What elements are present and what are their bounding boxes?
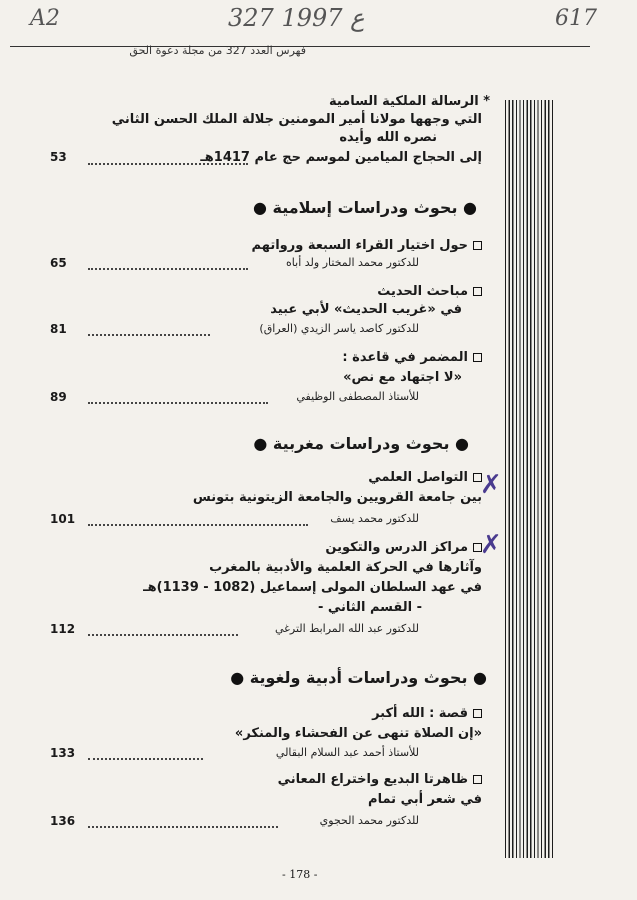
toc-entry-author: للدكتور كاصد ياسر الزيدي (العراق): [259, 322, 419, 335]
header-title: فهرس العدد 327 من مجلة دعوة الحق: [129, 44, 306, 57]
page-number: 133: [50, 746, 76, 760]
checkbox-icon: [473, 473, 482, 482]
toc-entry-author: للأستاذ أحمد عبد السلام البقالي: [275, 746, 419, 759]
section-heading-literary: ● بحوث ودراسات أدبية ولغوية ●: [230, 668, 487, 687]
checkbox-icon: [473, 709, 482, 718]
intro-line-4: إلى الحجاج الميامين لموسم حج عام 1417هـ: [200, 150, 482, 165]
leader-dots: [88, 163, 248, 165]
toc-entry-subtitle: «لا اجتهاد مع نص»: [343, 370, 462, 385]
toc-entry-subtitle: «إن الصلاة تنهى عن الفحشاء والمنكر»: [234, 726, 482, 741]
leader-dots: [88, 634, 238, 636]
checkbox-icon: [473, 775, 482, 784]
toc-entry-author: للدكتور عبد الله المرابط الترغي: [274, 622, 419, 635]
page-number: 89: [50, 390, 67, 404]
checkbox-icon: [473, 353, 482, 362]
page-number: 65: [50, 256, 67, 270]
handwritten-note-right: 617: [555, 6, 597, 31]
intro-marker: *: [483, 94, 490, 109]
decorative-stripes: [505, 100, 555, 858]
leader-dots: [88, 758, 203, 760]
toc-entry-subtitle: في شعر أبي تمام: [368, 792, 482, 807]
intro-line-2: التي وجهها مولانا أمير المومنين جلالة الملك الحسن الثاني: [111, 112, 482, 127]
handwritten-note-middle: 327 ع 1997: [228, 4, 365, 32]
page-number: 112: [50, 622, 76, 636]
intro-block: [329, 94, 490, 109]
handwritten-note-left: A2: [30, 6, 60, 31]
toc-entry-author: للأستاذ المصطفى الوظيفي: [296, 390, 419, 403]
page-number-intro: 53: [50, 150, 67, 164]
handwritten-x-mark: ✗: [480, 530, 502, 560]
toc-entry-title: التواصل العلمي: [368, 470, 482, 485]
leader-dots: [88, 826, 278, 828]
toc-entry-author: للدكتور محمد الحجوي: [319, 814, 419, 827]
page-number: 81: [50, 322, 67, 336]
toc-entry-title: مراكز الدرس والتكوين: [325, 540, 482, 555]
leader-dots: [88, 524, 308, 526]
toc-entry-part: - القسم الثاني -: [317, 600, 422, 615]
leader-dots: [88, 334, 210, 336]
toc-entry-author: للدكتور محمد المختار ولد أباه: [286, 256, 419, 269]
toc-entry-subtitle: في «غريب الحديث» لأبي عبيد: [270, 302, 462, 317]
leader-dots: [88, 268, 248, 270]
section-heading-moroccan: ● بحوث ودراسات مغربية ●: [253, 434, 469, 453]
intro-line-3: نصره الله وأيده: [339, 130, 437, 145]
checkbox-icon: [473, 543, 482, 552]
toc-entry-title: مباحث الحديث: [377, 284, 482, 299]
leader-dots: [88, 402, 268, 404]
toc-entry-subtitle: بين جامعة القرويين والجامعة الزيتونية بتونس: [192, 490, 482, 505]
toc-entry-subtitle: في عهد السلطان المولى إسماعيل (1082 - 1139)هـ: [143, 580, 482, 595]
toc-entry-title: حول اختيار القراء السبعة ورواتهم: [252, 238, 482, 253]
toc-entry-subtitle: وآثارها في الحركة العلمية والأدبية بالمغرب: [209, 560, 482, 575]
page-number: 101: [50, 512, 76, 526]
page-number: 136: [50, 814, 76, 828]
toc-entry-author: للدكتور محمد يسف: [330, 512, 419, 525]
toc-entry-title: ظاهرتا البديع واختراع المعاني: [278, 772, 482, 787]
checkbox-icon: [473, 287, 482, 296]
toc-entry-title: قصة : الله أكبر: [372, 706, 482, 721]
section-heading-islamic: ● بحوث ودراسات إسلامية ●: [252, 198, 477, 217]
intro-line-1: * الرسالة الملكية السامية: [328, 94, 490, 109]
page-footer-number: - 178 -: [282, 868, 318, 881]
toc-entry-title: المضمر في قاعدة :: [342, 350, 482, 365]
checkbox-icon: [473, 241, 482, 250]
handwritten-x-mark: ✗: [480, 470, 502, 500]
